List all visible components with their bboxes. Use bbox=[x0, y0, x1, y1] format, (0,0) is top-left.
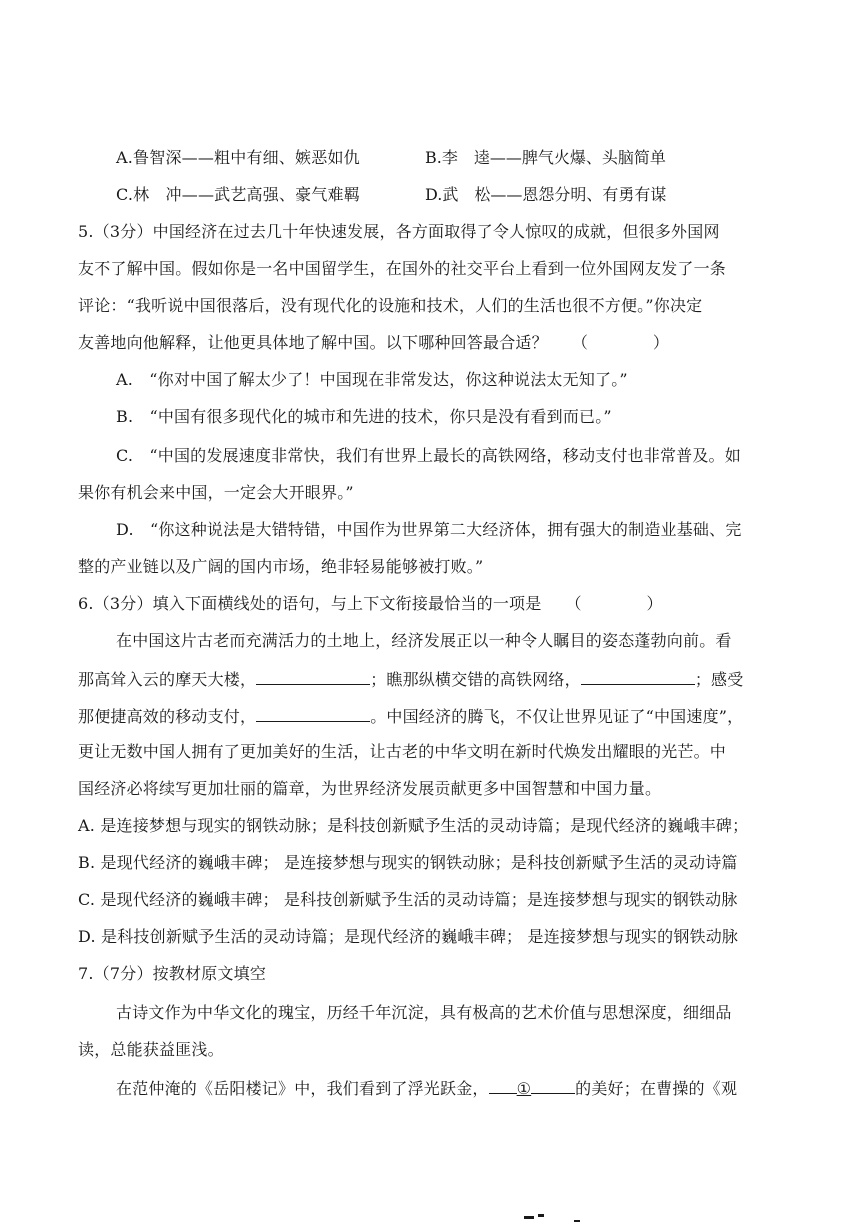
q5-stem-line-1: 5.（3分）中国经济在过去几十年快速发展，各方面取得了令人惊叹的成就，但很多外国网 bbox=[78, 222, 720, 241]
q5-stem-line-2: 友不了解中国。假如你是一名中国留学生，在国外的社交平台上看到一位外国网友发了一条 bbox=[78, 259, 727, 278]
q7-paragraph-text: 在范仲淹的《岳阳楼记》中，我们看到了浮光跃金， bbox=[116, 1079, 489, 1098]
q5-option-a: A. “你对中国了解太少了！中国现在非常发达，你这种说法太无知了。” bbox=[116, 370, 628, 389]
q7-blank-number: ① bbox=[516, 1079, 532, 1098]
q5-option-d-line-2: 整的产业链以及广阔的国内市场，绝非轻易能够被打败。” bbox=[78, 557, 484, 576]
q5-option-b: B. “中国有很多现代化的城市和先进的技术，你只是没有看到而已。” bbox=[116, 407, 612, 426]
q5-answer-paren: （ ） bbox=[571, 333, 670, 352]
q5-option-d-line-1: D. “你这种说法是大错特错，中国作为世界第二大经济体，拥有强大的制造业基础、完 bbox=[116, 520, 742, 539]
q7-paragraph-1-line-1: 古诗文作为中华文化的瑰宝，历经千年沉淀，具有极高的艺术价值与思想深度，细细品 bbox=[116, 1003, 732, 1022]
q5-option-c-line-1: C. “中国的发展速度非常快，我们有世界上最长的高铁网络，移动支付也非常普及。如 bbox=[116, 446, 741, 465]
q6-passage-line-2 bbox=[78, 668, 743, 690]
q7-paragraph-text: 的美好；在曹操的《观 bbox=[575, 1079, 738, 1098]
q6-option-d: D. 是科技创新赋予生活的灵动诗篇；是现代经济的巍峨丰碑； 是连接梦想与现实的钢铁动脉 bbox=[78, 927, 739, 946]
q6-passage-text: 。中国经济的腾飞，不仅让世界见证了“中国速度”， bbox=[370, 707, 744, 726]
scan-mark bbox=[574, 1220, 580, 1222]
q6-answer-paren: （ ） bbox=[565, 594, 663, 613]
q6-passage-line-3 bbox=[78, 705, 743, 727]
q6-passage-line-4: 更让无数中国人拥有了更加美好的生活，让古老的中华文明在新时代焕发出耀眼的光芒。中 bbox=[78, 742, 727, 761]
q4-option-a: A.鲁智深——粗中有细、嫉恶如仇 bbox=[116, 148, 360, 167]
q6-option-b: B. 是现代经济的巍峨丰碑； 是连接梦想与现实的钢铁动脉；是科技创新赋予生活的灵动诗篇 bbox=[78, 853, 738, 872]
q7-stem: 7.（7分）按教材原文填空 bbox=[78, 964, 267, 983]
q5-option-c-line-2: 果你有机会来中国，一定会大开眼界。” bbox=[78, 483, 354, 502]
q7-paragraph-1-line-2: 读，总能获益匪浅。 bbox=[78, 1040, 224, 1059]
scan-mark bbox=[538, 1214, 544, 1217]
q7-paragraph-2 bbox=[116, 1077, 737, 1099]
q6-option-c: C. 是现代经济的巍峨丰碑； 是科技创新赋予生活的灵动诗篇；是连接梦想与现实的钢铁动脉 bbox=[78, 890, 738, 909]
q4-option-c: C.林 冲——武艺高强、豪气难羁 bbox=[116, 185, 360, 204]
q6-stem bbox=[78, 594, 663, 614]
scan-mark bbox=[524, 1216, 534, 1219]
q6-blank-3[interactable] bbox=[256, 705, 370, 722]
q4-option-d: D.武 松——恩怨分明、有勇有谋 bbox=[425, 185, 667, 204]
q5-stem-line-4 bbox=[78, 333, 669, 353]
q6-passage-line-5: 国经济必将续写更加壮丽的篇章，为世界经济发展贡献更多中国智慧和中国力量。 bbox=[78, 779, 662, 798]
q4-option-b: B.李 逵——脾气火爆、头脑简单 bbox=[425, 148, 666, 167]
q6-option-a: A. 是连接梦想与现实的钢铁动脉；是科技创新赋予生活的灵动诗篇；是现代经济的巍峨丰碑； bbox=[78, 816, 749, 835]
q6-passage-text: 那高耸入云的摩天大楼， bbox=[78, 670, 257, 689]
q7-blank-1-left[interactable] bbox=[489, 1077, 517, 1094]
q6-passage-text: 那便捷高效的移动支付， bbox=[78, 707, 257, 726]
q7-blank-1-right[interactable] bbox=[531, 1077, 575, 1094]
q6-passage-text: ；瞧那纵横交错的高铁网络， bbox=[370, 670, 581, 689]
q5-stem-line-3: 评论：“我听说中国很落后，没有现代化的设施和技术，人们的生活也很不方便。”你决定 bbox=[78, 296, 703, 315]
q5-stem-text: 友善地向他解释，让他更具体地了解中国。以下哪种回答最合适？ bbox=[78, 333, 548, 352]
q6-passage-line-1: 在中国这片古老而充满活力的土地上，经济发展正以一种令人瞩目的姿态蓬勃向前。看 bbox=[116, 631, 732, 650]
q6-blank-2[interactable] bbox=[581, 668, 695, 685]
q6-blank-1[interactable] bbox=[256, 668, 370, 685]
q6-stem-text: 6.（3分）填入下面横线处的语句，与上下文衔接最恰当的一项是 bbox=[78, 594, 542, 613]
q6-passage-text: ；感受 bbox=[694, 670, 744, 689]
